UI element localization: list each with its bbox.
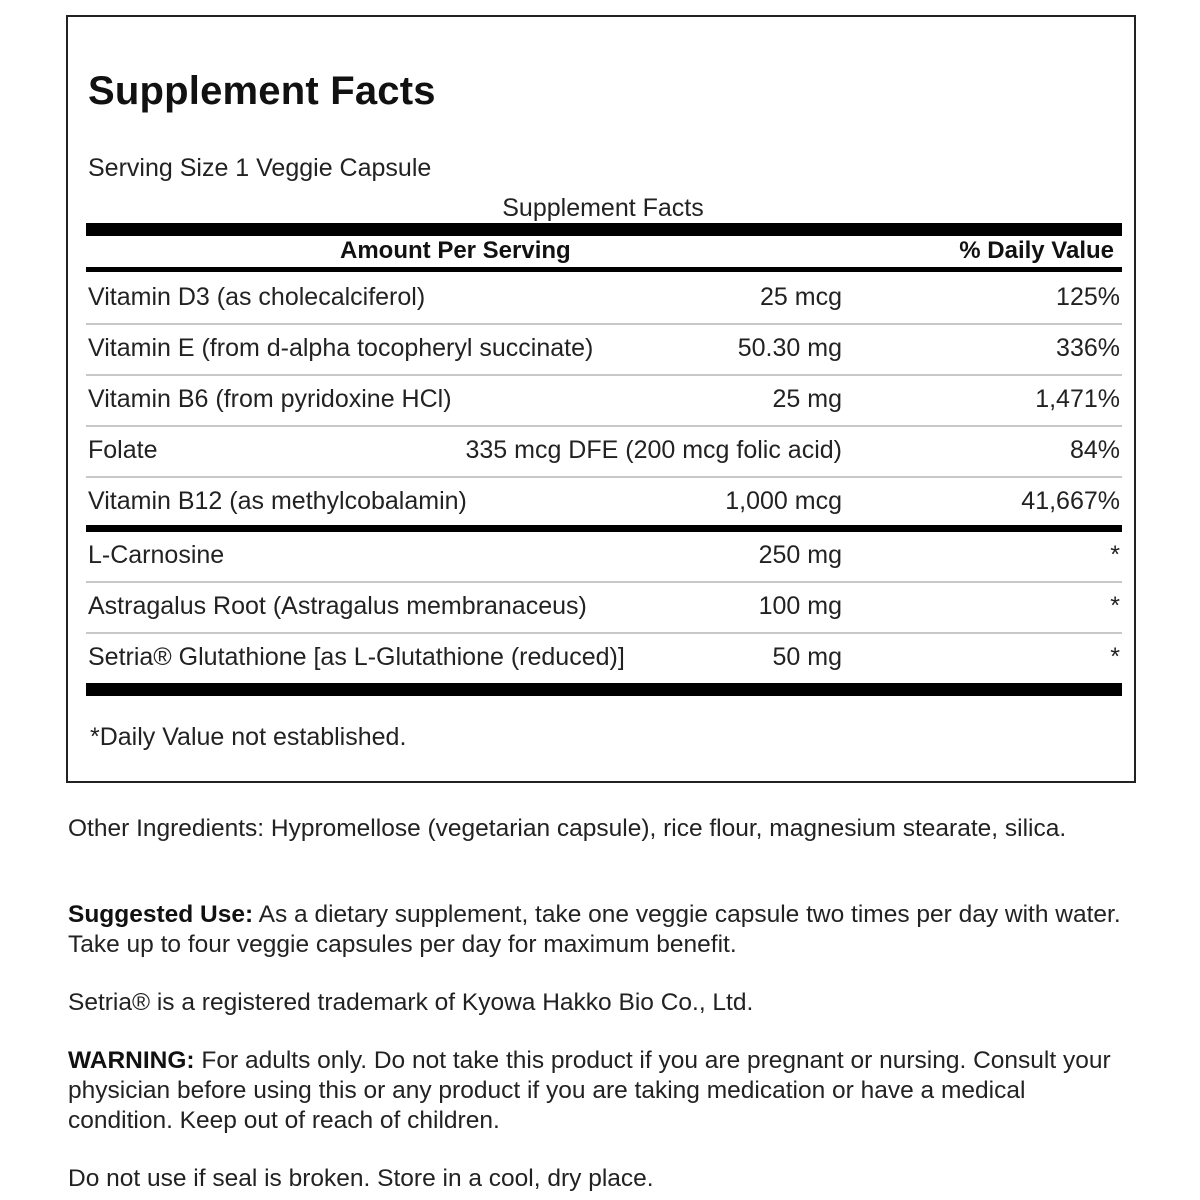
ingredient-daily-value: *	[1110, 541, 1120, 569]
ingredient-name: Setria® Glutathione [as L-Glutathione (reduced)]	[88, 643, 625, 671]
table-row	[86, 427, 1122, 478]
ingredient-name: Astragalus Root (Astragalus membranaceus)	[88, 592, 587, 620]
table-caption: Supplement Facts	[502, 194, 704, 222]
table-row	[86, 376, 1122, 427]
table-row	[86, 325, 1122, 376]
table-header	[86, 235, 1122, 269]
table-row	[86, 583, 1122, 634]
suggested-use	[68, 900, 1128, 960]
ingredient-name: L-Carnosine	[88, 541, 225, 569]
nutrient-daily-value: 1,471%	[1035, 385, 1120, 413]
trademark-notice: Setria® is a registered trademark of Kyowa Hakko Bio Co., Ltd.	[68, 989, 754, 1016]
header-divider	[86, 267, 1122, 272]
suggested-use-text: As a dietary supplement, take one veggie capsule two times per day with water. Take up to four veggie capsules per day for maximum benefit.	[68, 901, 1121, 958]
ingredient-amount: 250 mg	[758, 541, 842, 569]
ingredient-daily-value: *	[1110, 592, 1120, 620]
nutrient-daily-value: 336%	[1056, 334, 1120, 362]
nutrient-daily-value: 84%	[1069, 436, 1120, 464]
suggested-use-label: Suggested Use:	[68, 901, 254, 928]
nutrient-amount: 25 mcg	[760, 283, 842, 311]
nutrient-amount: 25 mg	[772, 385, 842, 413]
table-row	[86, 274, 1122, 325]
nutrient-amount: 1,000 mcg	[725, 487, 842, 515]
nutrient-daily-value: 41,667%	[1021, 487, 1120, 515]
ingredient-daily-value: *	[1110, 643, 1120, 671]
nutrient-name: Vitamin B6 (from pyridoxine HCl)	[88, 385, 452, 413]
serving-size: Serving Size 1 Veggie Capsule	[88, 154, 432, 182]
table-row	[86, 532, 1122, 583]
ingredient-amount: 50 mg	[772, 643, 842, 671]
other-ingredients: Other Ingredients: Hypromellose (vegetarian capsule), rice flour, magnesium stearate, silica.	[68, 815, 1067, 842]
table-row	[86, 634, 1122, 685]
section-divider	[86, 525, 1122, 532]
warning-label: WARNING:	[68, 1047, 195, 1074]
other-ingredients-table	[86, 532, 1122, 685]
nutrient-amount: 50.30 mg	[737, 334, 842, 362]
storage-notice: Do not use if seal is broken. Store in a cool, dry place.	[68, 1165, 654, 1192]
panel-title: Supplement Facts	[88, 69, 436, 113]
bottom-divider	[86, 683, 1122, 696]
nutrient-name: Vitamin D3 (as cholecalciferol)	[88, 283, 426, 311]
supplement-facts-panel	[66, 15, 1136, 783]
nutrient-name: Vitamin B12 (as methylcobalamin)	[88, 487, 467, 515]
nutrient-name: Vitamin E (from d-alpha tocopheryl succinate)	[88, 334, 594, 362]
daily-value-header: % Daily Value	[959, 237, 1114, 264]
warning-text: For adults only. Do not take this product if you are pregnant or nursing. Consult your physician before using this or any product if you are taking medication or have a medical condition. Keep out of reach of children.	[68, 1047, 1111, 1134]
nutrient-amount: 335 mcg DFE (200 mcg folic acid)	[465, 436, 842, 464]
amount-per-serving-header: Amount Per Serving	[340, 237, 571, 264]
nutrient-daily-value: 125%	[1056, 283, 1120, 311]
warning	[68, 1046, 1128, 1136]
vitamins-table	[86, 274, 1122, 529]
footnote: *Daily Value not established.	[90, 723, 407, 751]
nutrient-name: Folate	[88, 436, 158, 464]
table-row	[86, 478, 1122, 529]
ingredient-amount: 100 mg	[758, 592, 842, 620]
